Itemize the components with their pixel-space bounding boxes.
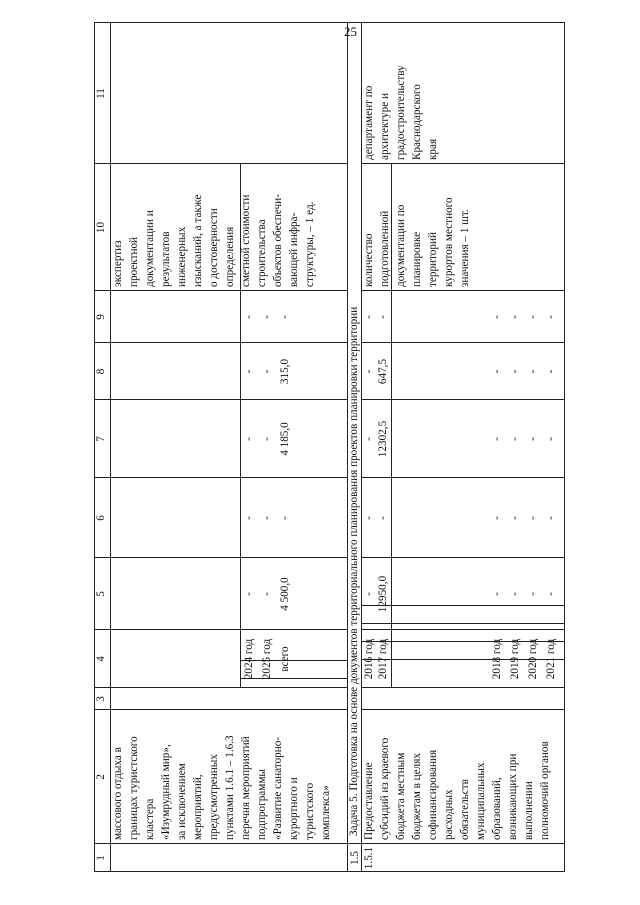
year-2021: 2021 год: [545, 638, 557, 680]
cell: -: [363, 516, 375, 520]
item-col11-line: Краснодарского: [411, 84, 423, 160]
cell: -: [545, 315, 557, 319]
cont-col2-line: «Развитие санаторно-: [272, 736, 284, 840]
col-number-11: 11: [95, 88, 107, 99]
col-number-4: 4: [95, 656, 107, 662]
cell: -: [377, 516, 389, 520]
col-number-1: 1: [95, 855, 107, 861]
cell: -: [261, 592, 273, 596]
item-col2-line: субсидий из краевого: [379, 737, 391, 840]
cell: 315,0: [279, 358, 291, 385]
page-number: 25: [344, 24, 357, 39]
cell: -: [509, 369, 521, 374]
cell: -: [491, 592, 503, 596]
item-col11-line: края: [427, 138, 439, 160]
cell: -: [243, 592, 255, 596]
cell: -: [261, 437, 273, 441]
cont-col10-line: определения: [224, 226, 236, 287]
col-sep: [94, 843, 347, 844]
item-col10-line: документации по: [395, 204, 407, 287]
item-col2-line: расходных: [443, 789, 455, 840]
cont-col10-line: вающей инфра-: [288, 212, 300, 287]
cell: -: [545, 369, 557, 374]
cont-year-2025: 2025 год: [261, 638, 273, 680]
cell: -: [527, 592, 539, 596]
cell: -: [527, 369, 539, 374]
item-col10-line: курортов местного: [443, 197, 455, 287]
cont-col2-line: туристского: [304, 782, 316, 840]
col-number-5: 5: [95, 591, 107, 597]
col-sep: [94, 709, 347, 710]
row-code-1-5-1: 1.5.1: [363, 846, 375, 870]
col-sep: [347, 843, 564, 844]
cont-col10-line: сметной стоимости: [240, 194, 252, 287]
cell: -: [545, 592, 557, 596]
cell: -: [491, 369, 503, 374]
item-col2-line: бюджетам в целях: [411, 753, 423, 840]
cell: 12950,0: [377, 575, 389, 613]
item-col11-line: архитектуре и: [379, 93, 391, 160]
cell: 12302,5: [377, 420, 389, 458]
cell: -: [363, 369, 375, 374]
cont-col10-line: о достоверности: [208, 208, 220, 287]
col-sep: [94, 629, 347, 630]
cell: -: [491, 516, 503, 520]
item-col10-line: подготовленной: [379, 210, 391, 287]
row-code-1-5: 1.5: [349, 851, 361, 865]
cont-year-2024: 2024 год: [243, 638, 255, 680]
cell: -: [261, 315, 273, 319]
cell: -: [279, 315, 291, 319]
cell: -: [527, 516, 539, 520]
item-col10-line: значения – 1 шт.: [459, 209, 471, 287]
cell: -: [545, 437, 557, 441]
cell: -: [363, 315, 375, 319]
col-sep: [361, 709, 564, 710]
col-sep: [94, 557, 347, 558]
col-number-9: 9: [95, 314, 107, 320]
cont-col10-line: структуры, – 1 ед.: [304, 201, 316, 287]
table-right-border: [94, 22, 564, 23]
cont-col2-line: «Изумрудный мир»,: [160, 744, 172, 840]
cell: -: [279, 516, 291, 520]
item-col2-line: выполнении: [523, 781, 535, 840]
cont-col10-line: объектов обеспечи-: [272, 194, 284, 287]
cell: 4 185,0: [279, 422, 291, 456]
item-col2-line: бюджета местным: [395, 752, 407, 840]
item-col2-line: полномочий органов: [539, 741, 551, 840]
item-col2-line: муниципальных: [475, 762, 487, 840]
col-number-10: 10: [95, 221, 107, 234]
cell: -: [243, 437, 255, 441]
header-bottom-border: [110, 22, 111, 872]
col-sep: [94, 290, 347, 291]
cont-col2-line: за исключением: [176, 763, 188, 840]
cell: -: [509, 315, 521, 319]
cell: -: [545, 516, 557, 520]
cont-col10-line: экспертиз: [112, 240, 124, 287]
col-number-6: 6: [95, 515, 107, 521]
item-col2-line: возникающих при: [507, 753, 519, 840]
item-col2-line: Предоставление: [363, 762, 375, 840]
item-col10-line: территорий: [427, 232, 439, 287]
col-sep: [94, 163, 347, 164]
cont-col2-line: мероприятий,: [192, 774, 204, 840]
item-col2-line: обязательств: [459, 779, 471, 840]
cell: -: [363, 437, 375, 441]
cont-col2-line: кластера: [144, 798, 156, 840]
cont-col10-line: строительства: [256, 219, 268, 287]
year-2018: 2018 год: [491, 638, 503, 680]
cell: -: [363, 592, 375, 596]
rotated-table: [94, 22, 564, 872]
cell: 4 500,0: [279, 577, 291, 611]
col-sep: [94, 477, 347, 478]
col-number-2: 2: [95, 774, 107, 780]
table-bottom-border: [564, 22, 565, 872]
col-number-8: 8: [95, 368, 107, 375]
table-left-border: [94, 871, 564, 872]
cont-col2-line: перечня мероприятий: [240, 736, 252, 840]
col-sep: [94, 687, 347, 688]
year-2020: 2020 год: [527, 638, 539, 680]
cell: -: [509, 592, 521, 596]
year-2019: 2019 год: [509, 638, 521, 680]
col-sep: [94, 342, 347, 343]
cont-col10-line: документации и: [144, 210, 156, 287]
cell: -: [527, 315, 539, 319]
item-col10-line: количество: [363, 233, 375, 287]
cell: -: [491, 315, 503, 319]
cont-col10-line: инженерных: [176, 226, 188, 287]
cell: -: [509, 516, 521, 520]
task-title: Задача 5. Подготовка на основе документов территориального планирования проектов планировки территории: [348, 306, 360, 836]
cell: -: [243, 369, 255, 374]
cell: -: [491, 437, 503, 441]
item-col10-line: планировке: [411, 231, 423, 287]
cont-col10-line: изысканий, а также: [192, 194, 204, 287]
cont-col2-line: массового отдыха в: [112, 747, 124, 840]
cont-col2-line: границах туристского: [128, 736, 140, 840]
item-col11-line: градостроительству: [395, 65, 407, 160]
item-col2-line: софинансирования: [427, 749, 439, 840]
item-col2-line: образований,: [491, 777, 503, 840]
cont-col2-line: подпрограммы: [256, 769, 268, 840]
cell: -: [527, 437, 539, 441]
cont-col2-line: пунктами 1.6.1 – 1.6.3: [224, 735, 236, 840]
cont-col10-line: результатов: [160, 231, 172, 287]
cell: -: [261, 516, 273, 520]
cont-col2-line: курортного и: [288, 777, 300, 840]
col-number-7: 7: [95, 436, 107, 442]
cont-col10-line: проектной: [128, 236, 140, 287]
cont-col2-line: предусмотренных: [208, 754, 220, 840]
cell: -: [243, 315, 255, 319]
cell: 647,5: [377, 358, 389, 385]
cont-total: всего: [279, 646, 291, 672]
cell: -: [509, 437, 521, 441]
year-2017: 2017 год: [377, 638, 389, 680]
cont-col2-line: комплекса»: [320, 785, 332, 840]
item-col11-line: департамент по: [363, 85, 375, 160]
cell: -: [243, 516, 255, 520]
cell: -: [261, 369, 273, 374]
col-sep: [94, 399, 347, 400]
cell: -: [377, 315, 389, 319]
year-2016: 2016 год: [363, 638, 375, 680]
col-number-3: 3: [95, 696, 107, 702]
